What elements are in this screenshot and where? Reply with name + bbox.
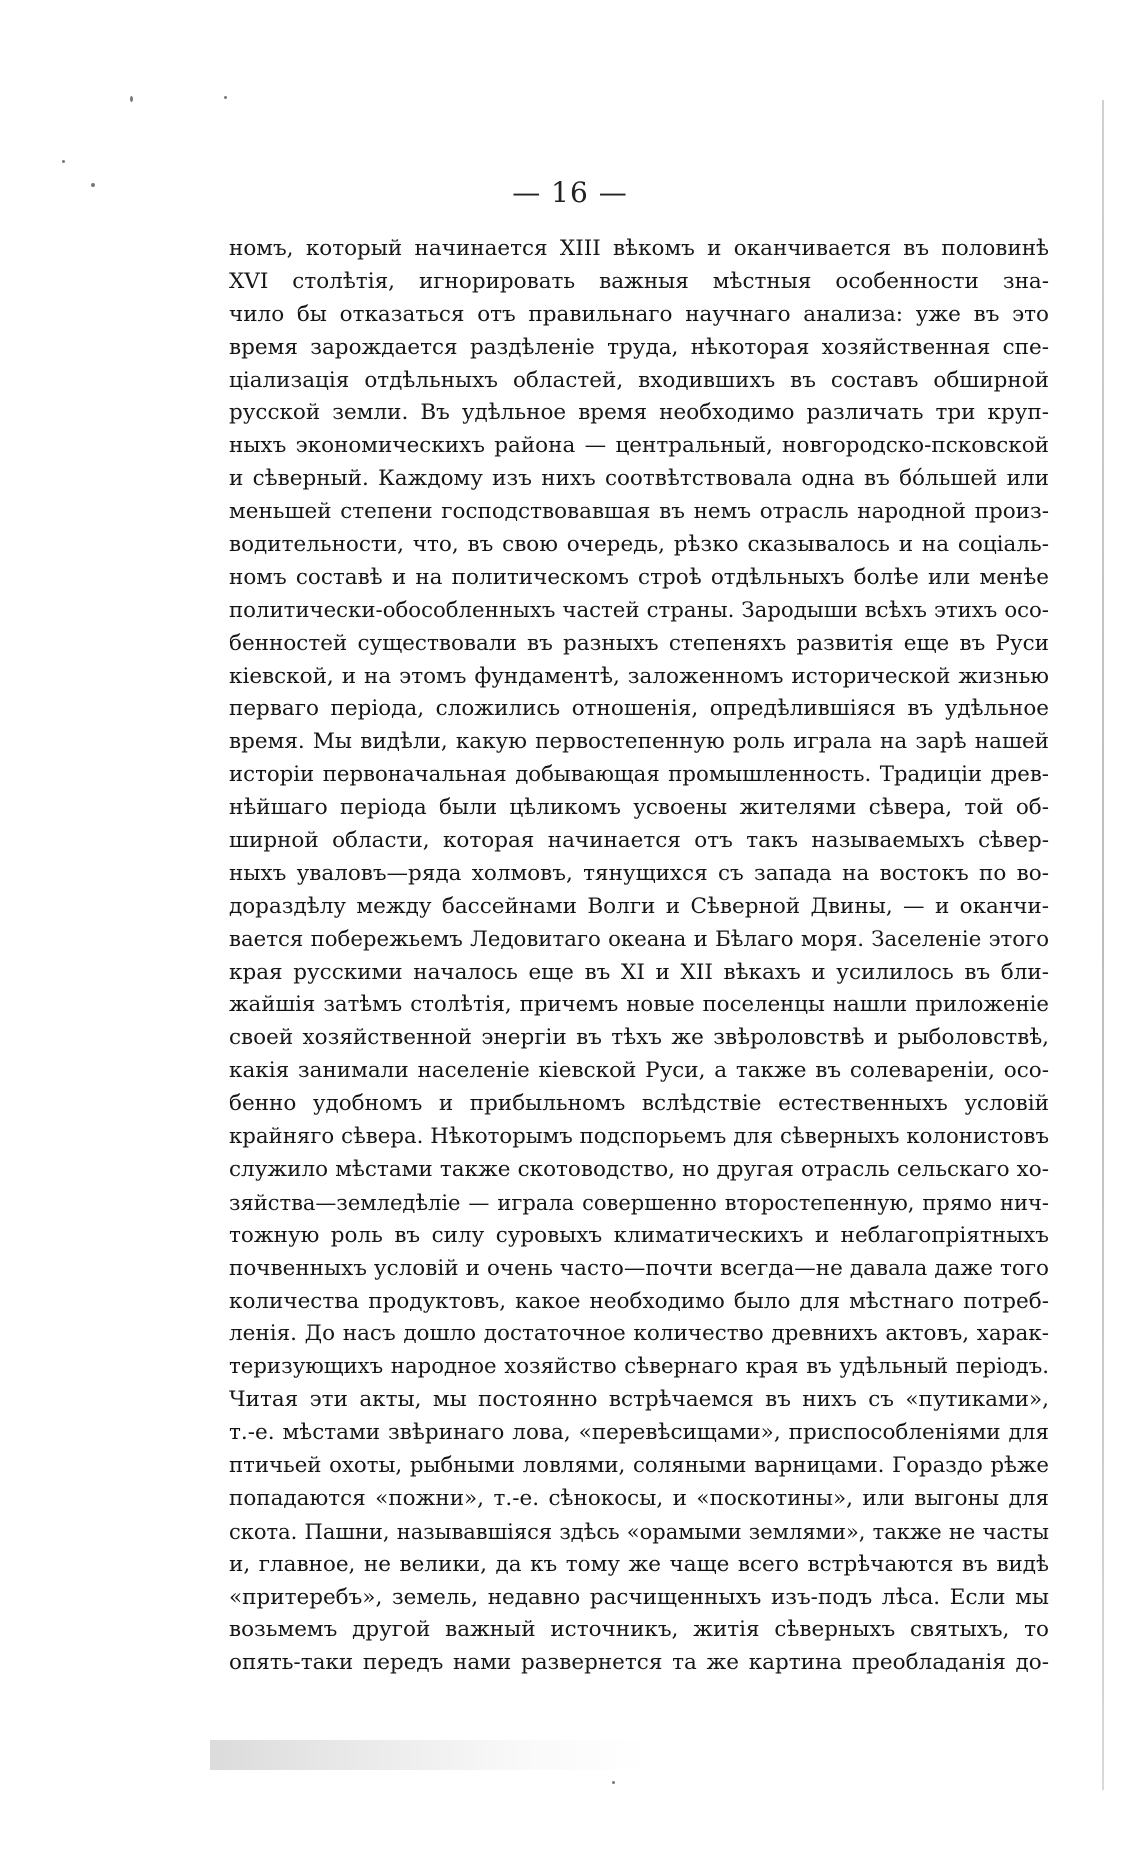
text-line: какія занимали населеніе кіевской Руси, а также въ солевареніи, осо- (229, 1058, 1049, 1084)
scan-speck (224, 96, 227, 99)
text-line: бенностей существовали въ разныхъ степеняхъ развитія еще въ Руси (229, 630, 1049, 656)
text-line: тожную роль въ силу суровыхъ климатическихъ и неблагопріятныхъ (229, 1222, 1049, 1248)
text-line: нѣйшаго періода были цѣликомъ усвоены жителями сѣвера, той об- (229, 795, 1049, 821)
page-edge-shadow (1102, 100, 1104, 1790)
scan-speck (612, 1781, 615, 1784)
text-line: перваго періода, сложились отношенія, опредѣлившіяся въ удѣльное (229, 696, 1049, 722)
text-line: время. Мы видѣли, какую первостепенную роль играла на зарѣ нашей (229, 729, 1049, 755)
text-line: водительности, что, въ свою очередь, рѣзко сказывалось и на соціаль- (229, 532, 1049, 558)
text-line: кіевской, и на этомъ фундаментѣ, заложенномъ исторической жизнью (229, 663, 1049, 689)
text-line: и сѣверный. Каждому изъ нихъ соотвѣтствовала одна въ бóльшей или (229, 466, 1049, 492)
text-line: жайшія затѣмъ столѣтія, причемъ новые поселенцы нашли приложеніе (229, 992, 1049, 1018)
text-line: русской земли. Въ удѣльное время необходимо различать три круп- (229, 400, 1049, 426)
page-number: — 16 — (512, 176, 628, 209)
text-line: опять-таки передъ нами развернется та же картина преобладанія до- (229, 1650, 1049, 1676)
text-line: т.-е. мѣстами звѣринаго лова, «перевѣсищами», приспособленіями для (229, 1420, 1049, 1446)
text-line: теризующихъ народное хозяйство сѣвернаго края въ удѣльный періодъ. (229, 1354, 1049, 1380)
text-line: бенно удобномъ и прибыльномъ вслѣдствіе естественныхъ условій (229, 1091, 1049, 1117)
text-line: количества продуктовъ, какое необходимо было для мѣстнаго потреб- (229, 1288, 1049, 1314)
scan-speck (130, 96, 133, 102)
text-line: XVI столѣтія, игнорировать важныя мѣстныя особенности зна- (229, 268, 1049, 294)
text-line: возьмемъ другой важный источникъ, житія сѣверныхъ святыхъ, то (229, 1617, 1049, 1643)
text-line: попадаются «пожни», т.-е. сѣнокосы, и «поскотины», или выгоны для (229, 1485, 1049, 1511)
scan-bottom-shadow (210, 1740, 650, 1770)
text-line: ширной области, которая начинается отъ такъ называемыхъ сѣвер- (229, 828, 1049, 854)
text-line: чило бы отказаться отъ правильнаго научнаго анализа: уже въ это (229, 301, 1049, 327)
text-line: время зарождается раздѣленіе труда, нѣкоторая хозяйственная спе- (229, 334, 1049, 360)
text-line: крайняго сѣвера. Нѣкоторымъ подспорьемъ для сѣверныхъ колонистовъ (229, 1124, 1049, 1150)
text-line: зяйства—земледѣліе — играла совершенно второстепенную, прямо нич- (229, 1190, 1049, 1215)
text-line: птичьей охоты, рыбными ловлями, соляными варницами. Гораздо рѣже (229, 1452, 1049, 1478)
text-line: «притеребъ», земель, недавно расчищенныхъ изъ-подъ лѣса. Если мы (229, 1584, 1049, 1610)
text-line: исторіи первоначальная добывающая промышленность. Традиціи древ- (229, 762, 1049, 788)
text-line: скота. Пашни, называвшіяся здѣсь «орамыми землями», также не часты (229, 1519, 1049, 1544)
text-line: ныхъ уваловъ—ряда холмовъ, тянущихся съ запада на востокъ по во- (229, 860, 1049, 886)
text-line: почвенныхъ условій и очень часто—почти всегда—не давала даже того (229, 1255, 1049, 1281)
text-line: Читая эти акты, мы постоянно встрѣчаемся въ нихъ съ «путиками», (229, 1387, 1049, 1413)
text-line: края русскими началось еще въ XI и XII вѣкахъ и усилилось въ бли- (229, 959, 1049, 985)
body-text (229, 233, 1049, 1680)
text-line: номъ, который начинается XIII вѣкомъ и оканчивается въ половинѣ (229, 236, 1049, 261)
text-line: своей хозяйственной энергіи въ тѣхъ же звѣроловствѣ и рыболовствѣ, (229, 1025, 1049, 1051)
text-line: ныхъ экономическихъ района — центральный, новгородско-псковской (229, 433, 1049, 459)
text-line: политически-обособленныхъ частей страны. Зародыши всѣхъ этихъ осо- (229, 597, 1049, 623)
text-line: служило мѣстами также скотоводство, но другая отрасль сельскаго хо- (229, 1156, 1049, 1182)
text-line: вается побережьемъ Ледовитаго океана и Бѣлаго моря. Заселеніе этого (229, 926, 1049, 952)
text-line: дораздѣлу между бассейнами Волги и Сѣверной Двины, — и оканчи- (229, 893, 1049, 919)
text-line: меньшей степени господствовавшая въ немъ отрасль народной произ- (229, 499, 1049, 525)
text-line: ленія. До насъ дошло достаточное количество древнихъ актовъ, харак- (229, 1321, 1049, 1347)
text-line: номъ составѣ и на политическомъ строѣ отдѣльныхъ болѣе или менѣе (229, 564, 1049, 590)
scan-speck (62, 160, 65, 163)
text-line: ціализація отдѣльныхъ областей, входившихъ въ составъ обширной (229, 367, 1049, 393)
text-line: и, главное, не велики, да къ тому же чаще всего встрѣчаются въ видѣ (229, 1551, 1049, 1577)
